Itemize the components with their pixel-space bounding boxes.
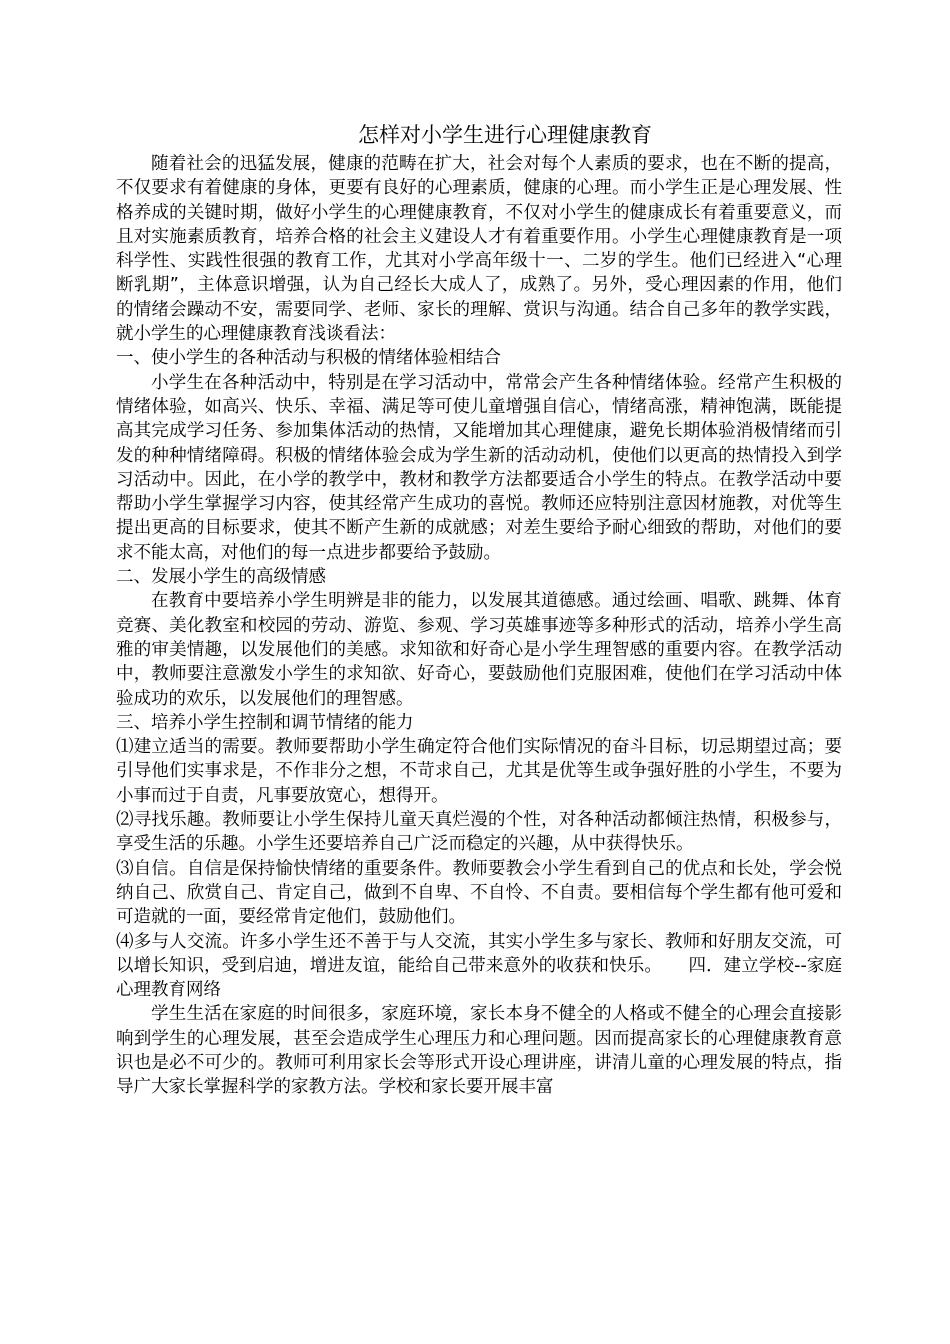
document-page: [116, 118, 842, 1100]
paragraph-section-1: 小学生在各种活动中，特别是在学习活动中，常常会产生各种情绪体验。经常产生积极的情绪体验，如高兴、快乐、幸福、满足等可使儿童增强自信心，情绪高涨，精神饱满，既能提高其完成学习任务、参加集体活动的热情，又能增加其心理健康，避免长期体验消极情绪而引发的种种情绪障碍。积极的情绪体验会成为学生新的活动动机，使他们以更高的热情投入到学习活动中。因此，在小学的教学中，教材和教学方法都要适合小学生的特点。在教学活动中要帮助小学生掌握学习内容，使其经常产生成功的喜悦。教师还应特别注意因材施教，对优等生提出更高的目标要求，使其不断产生新的成就感；对差生要给予耐心细致的帮助，对他们的要求不能太高，对他们的每一点进步都要给予鼓励。: [116, 372, 842, 563]
section-heading-3: 三、培养小学生控制和调节情绪的能力: [116, 712, 414, 733]
section-heading-1: 一、使小学生的各种活动与积极的情绪体验相结合: [116, 348, 501, 369]
paragraph-section-4: 学生生活在家庭的时间很多，家庭环境，家长本身不健全的人格或不健全的心理会直接影响到学生的心理发展，甚至会造成学生心理压力和心理问题。因而提高家长的心理健康教育意识也是必不可少的。教师可利用家长会等形式开设心理讲座，讲清儿童的心理发展的特点，指导广大家长掌握科学的家教方法。学校和家长要开展丰富: [116, 1004, 842, 1098]
paragraph-section-2: 在教育中要培养小学生明辨是非的能力，以发展其道德感。通过绘画、唱歌、跳舞、体育竞赛、美化教室和校园的劳动、游览、参观、学习英雄事迹等多种形式的活动，培养小学生高雅的审美情趣，以发展他们的美感。求知欲和好奇心是小学生理智感的重要内容。在教学活动中，教师要注意激发小学生的求知欲、好奇心，要鼓励他们克服困难，使他们在学习活动中体验成功的欢乐，以发展他们的理智感。: [116, 591, 842, 709]
section-heading-2: 二、发展小学生的高级情感: [116, 567, 326, 588]
list-item-3: ⑶自信。自信是保持愉快情绪的重要条件。教师要教会小学生看到自己的优点和长处，学会悦纳自己、欣赏自己、肯定自己，做到不自卑、不自怜、不自责。要相信每个学生都有他可爱和可造就的一面，要经常肯定他们，鼓励他们。: [116, 858, 842, 928]
list-item-1: ⑴建立适当的需要。教师要帮助小学生确定符合他们实际情况的奋斗目标，切忌期望过高；要引导他们实事求是，不作非分之想，不苛求自己，尤其是优等生或争强好胜的小学生，不要为小事而过于自责，凡事要放宽心，想得开。: [116, 737, 842, 806]
paragraph-intro: 随着社会的迅猛发展，健康的范畴在扩大，社会对每个人素质的要求，也在不断的提高，不仅要求有着健康的身体，更要有良好的心理素质，健康的心理。而小学生正是心理发展、性格养成的关键时期，做好小学生的心理健康教育，不仅对小学生的健康成长有着重要意义，而且对实施素质教育，培养合格的社会主义建设人才有着重要作用。小学生心理健康教育是一项科学性、实践性很强的教育工作，尤其对小学高年级十一、二岁的学生。他们已经进入“心理断乳期”，主体意识增强，认为自己经长大成人了，成熟了。另外，受心理因素的作用，他们的情绪会躁动不安，需要同学、老师、家长的理解、赏识与沟通。结合自己多年的教学实践，就小学生的心理健康教育浅谈看法：: [116, 154, 842, 345]
list-item-4: ⑷多与人交流。许多小学生还不善于与人交流，其实小学生多与家长、教师和好朋友交流，可以增长知识，受到启迪，增进友谊，能给自己带来意外的收获和快乐。 四．建立学校--家庭心理教育网络: [116, 931, 842, 1001]
document-title: 怎样对小学生进行心理健康教育: [358, 123, 652, 147]
list-item-2: ⑵寻找乐趣。教师要让小学生保持儿童天真烂漫的个性，对各种活动都倾注热情，积极参与，享受生活的乐趣。小学生还要培养自己广泛而稳定的兴趣，从中获得快乐。: [116, 810, 842, 855]
